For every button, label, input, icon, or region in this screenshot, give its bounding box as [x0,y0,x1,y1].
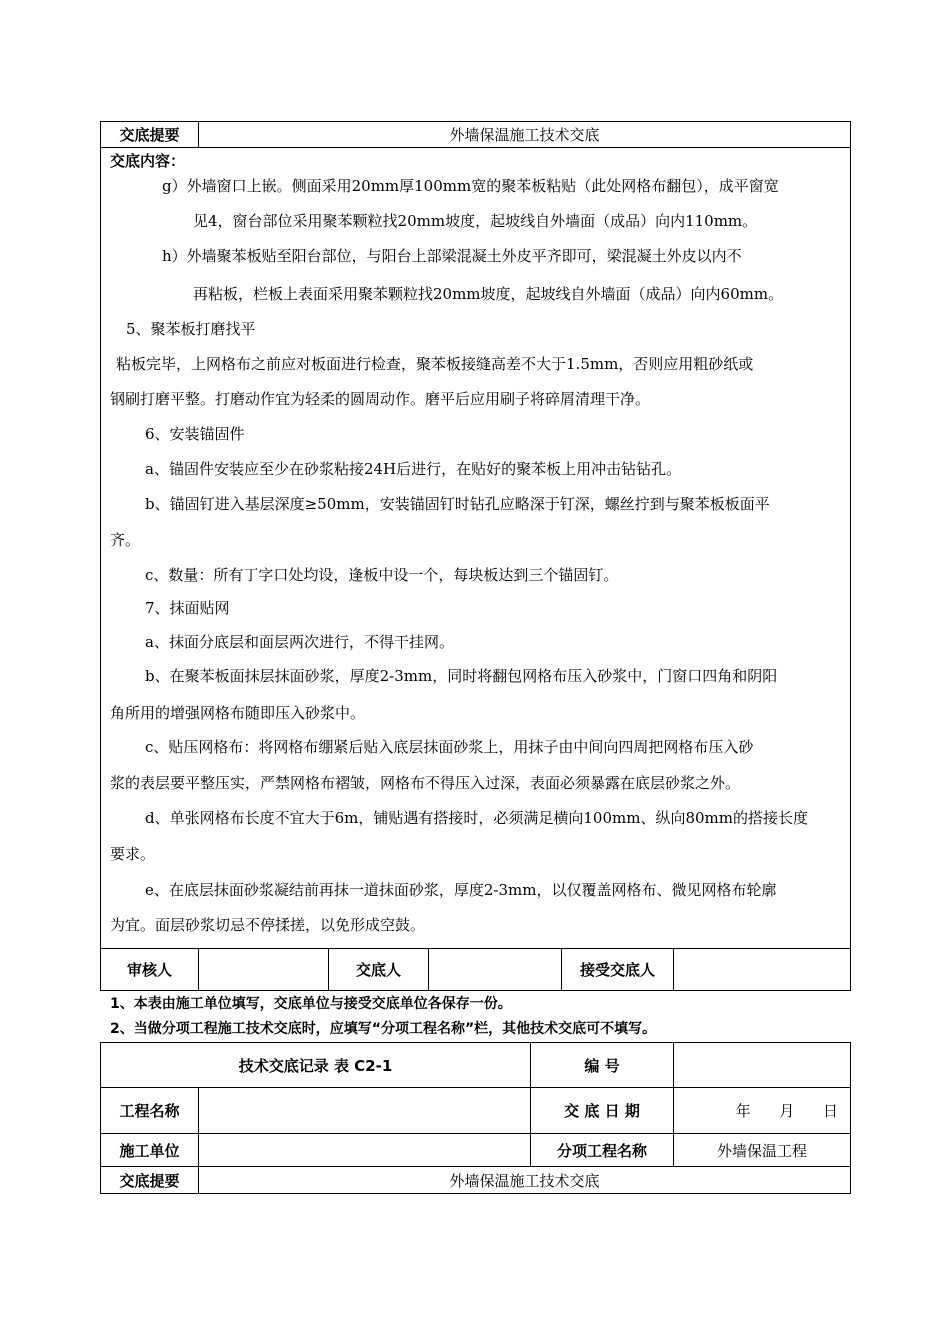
content-line: c、数量：所有丁字口处均设，逢板中设一个，每块板达到三个锚固钉。 [145,566,619,584]
content-line: a、抹面分底层和面层两次进行，不得干挂网。 [145,633,454,651]
content-label: 交底内容： [110,152,186,170]
content-line: b、在聚苯板面抹层抹面砂浆，厚度2-3mm，同时将翻包网格布压入砂浆中，门窗口四角和阴阳 [145,667,778,685]
bottom-summary-value: 外墙保温施工技术交底 [198,1166,851,1194]
content-line: 粘板完毕，上网格布之前应对板面进行检查，聚苯板接缝高差不大于1.5mm，否则应用粗砂纸或 [116,355,754,373]
project-name-label: 工程名称 [100,1087,199,1134]
content-line: h）外墙聚苯板贴至阳台部位，与阳台上部梁混凝土外皮平齐即可，梁混凝土外皮以内不 [162,247,742,265]
content-line: a、锚固件安装应至少在砂浆粘接24H后进行，在贴好的聚苯板上用冲击钻钻孔。 [145,460,682,478]
record-title: 技术交底记录 表 C2-1 [100,1042,531,1088]
content-line: b、锚固钉进入基层深度≥50mm，安装锚固钉时钻孔应略深于钉深，螺丝拧到与聚苯板板面平 [145,495,770,513]
summary-label: 交底提要 [100,121,199,148]
content-line: 再粘板，栏板上表面采用聚苯颗粒找20mm坡度，起坡线自外墙面（成品）向内60mm。 [193,285,784,303]
content-line: 钢刷打磨平整。打磨动作宜为轻柔的圆周动作。磨平后应用刷子将碎屑清理干净。 [110,390,651,408]
subproject-label: 分项工程名称 [530,1133,674,1167]
content-line: 5、聚苯板打磨找平 [126,320,256,338]
contractor-field[interactable] [198,1133,531,1167]
date-label: 交 底 日 期 [530,1087,674,1134]
discloser-label: 交底人 [328,948,429,991]
subproject-value: 外墙保温工程 [673,1133,851,1167]
note-1: 1、本表由施工单位填写，交底单位与接受交底单位各保存一份。 [110,996,512,1012]
project-name-field[interactable] [198,1087,531,1134]
reviewer-label: 审核人 [100,948,199,991]
summary-value: 外墙保温施工技术交底 [198,121,851,148]
content-line: g）外墙窗口上嵌。侧面采用20mm厚100mm宽的聚苯板粘贴（此处网格布翻包），成平窗宽 [162,177,779,195]
number-field[interactable] [673,1042,851,1088]
content-line: 为宜。面层砂浆切忌不停揉搓，以免形成空鼓。 [110,916,426,934]
content-line: 6、安装锚固件 [145,425,245,443]
date-field[interactable]: 年 月 日 [673,1087,851,1134]
discloser-field[interactable] [428,948,562,991]
note-2: 2、当做分项工程施工技术交底时，应填写“分项工程名称”栏，其他技术交底可不填写。 [110,1021,657,1037]
content-line: c、贴压网格布：将网格布绷紧后贴入底层抹面砂浆上，用抹子由中间向四周把网格布压入砂 [145,738,754,756]
bottom-summary-label: 交底提要 [100,1166,199,1194]
content-line: 7、抹面贴网 [145,599,230,617]
content-line: 要求。 [110,845,156,863]
contractor-label: 施工单位 [100,1133,199,1167]
receiver-label: 接受交底人 [561,948,674,991]
content-line: 浆的表层要平整压实，严禁网格布褶皱，网格布不得压入过深，表面必须暴露在底层砂浆之外。 [110,774,741,792]
content-line: 见4，窗台部位采用聚苯颗粒找20mm坡度，起坡线自外墙面（成品）向内110mm。 [193,212,758,230]
content-line: 角所用的增强网格布随即压入砂浆中。 [110,704,366,722]
content-line: d、单张网格布长度不宜大于6m，铺贴遇有搭接时，必须满足横向100mm、纵向80mm的搭接长度 [145,809,808,827]
content-line: e、在底层抹面砂浆凝结前再抹一道抹面砂浆，厚度2-3mm，以仅覆盖网格布、微见网格布轮廓 [145,881,777,899]
content-line: 齐。 [110,531,141,549]
reviewer-field[interactable] [198,948,329,991]
receiver-field[interactable] [673,948,851,991]
number-label: 编 号 [530,1042,674,1088]
